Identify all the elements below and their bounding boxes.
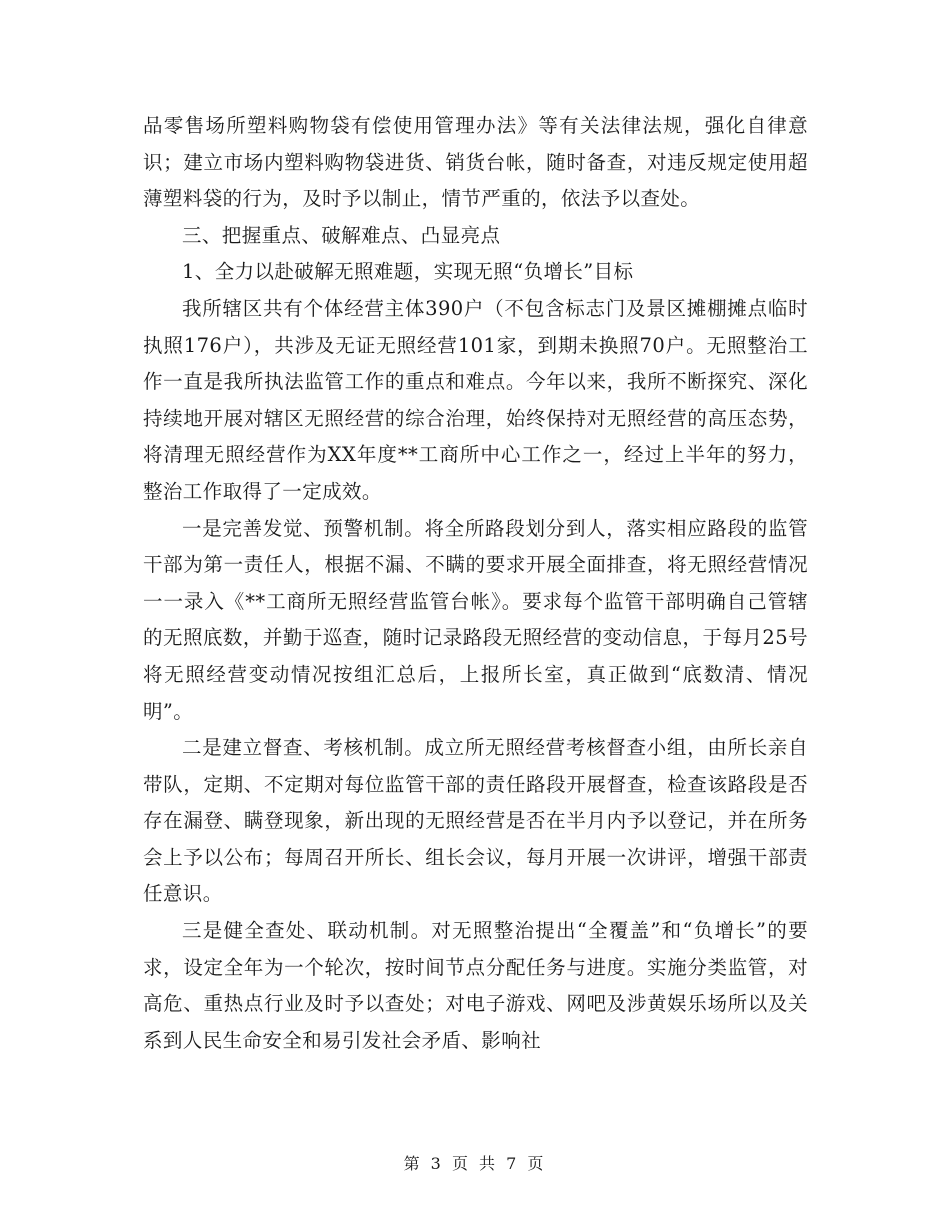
paragraph-mechanism-two: 二是建立督查、考核机制。成立所无照经营考核督查小组，由所长亲自带队，定期、不定期对每位监管干部的责任路段开展督查，检查该路段是否存在漏登、瞒登现象，新出现的无照经营是否在半月内予以登记，并在所务会上予以公布；每周召开所长、组长会议，每月开展一次讲评，增强干部责任意识。 (143, 736, 808, 906)
page-footer (0, 1151, 950, 1174)
document-body (143, 108, 808, 1059)
paragraph-continuation: 品零售场所塑料购物袋有偿使用管理办法》等有关法律法规，强化自律意识；建立市场内塑料购物袋进货、销货台帐，随时备查，对违反规定使用超薄塑料袋的行为，及时予以制止，情节严重的，依法予以查处。 (143, 114, 808, 211)
paragraph-overview: 我所辖区共有个体经营主体390户（不包含标志门及景区摊棚摊点临时执照176户），共涉及无证无照经营101家，到期未换照70户。无照整治工作一直是我所执法监管工作的重点和难点。今年以来，我所不断探究、深化持续地开展对辖区无照经营的综合治理，始终保持对无照经营的高压态势，将清理无照经营作为XX年度**工商所中心工作之一，经过上半年的努力，整治工作取得了一定成效。 (143, 296, 808, 503)
section-heading: 三、把握重点、破解难点、凸显亮点 (182, 223, 501, 247)
paragraph-mechanism-one: 一是完善发觉、预警机制。将全所路段划分到人，落实相应路段的监管干部为第一责任人，根据不漏、不瞒的要求开展全面排查，将无照经营情况一一录入《**工商所无照经营监管台帐》。要求每个监管干部明确自己管辖的无照底数，并勤于巡查，随时记录路段无照经营的变动信息，于每月25号将无照经营变动情况按组汇总后，上报所长室，真正做到“底数清、情况明”。 (143, 516, 808, 723)
subsection-heading: 1、全力以赴破解无照难题，实现无照“负增长”目标 (182, 260, 634, 284)
paragraph-mechanism-three: 三是健全查处、联动机制。对无照整治提出“全覆盖”和“负增长”的要求，设定全年为一个轮次，按时间节点分配任务与进度。实施分类监管，对高危、重热点行业及时予以查处；对电子游戏、网吧及涉黄娱乐场所以及关系到人民生命安全和易引发社会矛盾、影响社 (143, 919, 808, 1052)
page-number-label: 第 3 页 共 7 页 (403, 1154, 547, 1173)
